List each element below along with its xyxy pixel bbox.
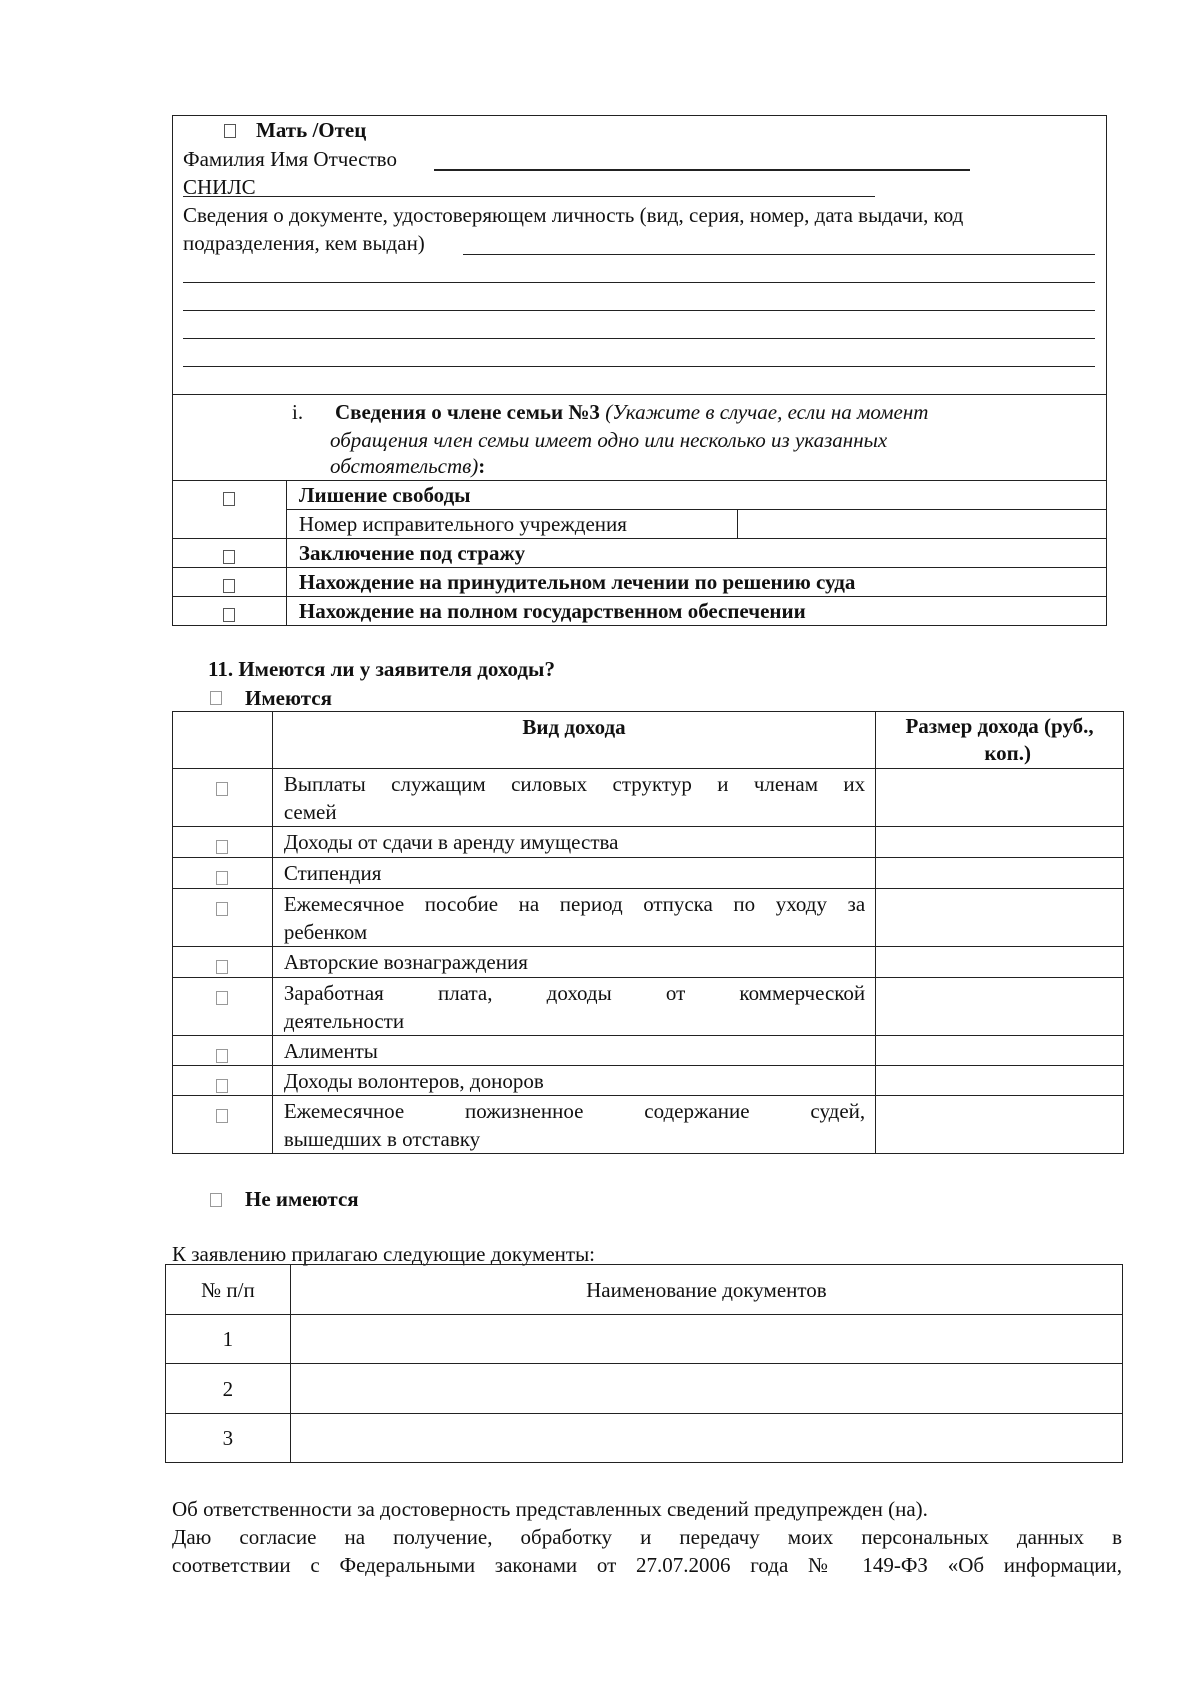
- income-amount-input[interactable]: [876, 947, 1124, 978]
- income-checkbox[interactable]: [216, 1109, 228, 1123]
- parent-heading: Мать /Отец: [256, 118, 367, 142]
- family-member-3-heading-line: [335, 398, 928, 426]
- id-document-input-line-1[interactable]: [463, 254, 1095, 255]
- income-checkbox-cell: [173, 769, 273, 827]
- income-checkbox[interactable]: [216, 902, 228, 916]
- attachment-row: [166, 1364, 1123, 1414]
- income-amount-input[interactable]: [876, 858, 1124, 889]
- compulsory-treatment-checkbox[interactable]: [223, 579, 235, 593]
- responsibility-statement: Об ответственности за достоверность представленных сведений предупрежден (на).: [172, 1497, 928, 1521]
- id-document-input-line-2[interactable]: [183, 282, 1095, 283]
- income-amount-input[interactable]: [876, 1096, 1124, 1154]
- income-col-amount: [876, 712, 1124, 769]
- income-checkbox[interactable]: [216, 840, 228, 854]
- income-checkbox[interactable]: [216, 1079, 228, 1093]
- institution-number-label: Номер исправительного учреждения: [298, 512, 627, 536]
- attachment-num-text: 3: [222, 1426, 234, 1450]
- attachment-num: [166, 1315, 291, 1364]
- income-type-line1: Ежемесячное пособие на период отпуска по уходу за: [283, 892, 866, 916]
- income-header-row: [173, 712, 1124, 769]
- attachment-row: [166, 1315, 1123, 1364]
- snils-underline-start: [183, 196, 265, 197]
- income-checkbox-cell: [173, 1066, 273, 1096]
- id-document-input-line-5[interactable]: [183, 366, 1095, 367]
- circumstance-row: [173, 539, 1107, 568]
- income-type-line1: Доходы волонтеров, доноров: [283, 1069, 544, 1093]
- income-question: [208, 655, 555, 683]
- attachments-intro: К заявлению прилагаю следующие документы:: [172, 1242, 596, 1266]
- income-checkbox[interactable]: [216, 782, 228, 796]
- institution-number-input[interactable]: [738, 510, 1107, 539]
- circumstance-row: [173, 510, 1107, 539]
- income-checkbox-cell: [173, 978, 273, 1036]
- income-type-cell: [272, 827, 875, 858]
- income-type-line1: Доходы от сдачи в аренду имущества: [283, 830, 619, 854]
- income-type-cell: [272, 858, 875, 889]
- income-type-cell: [272, 769, 875, 827]
- income-checkbox-cell: [173, 858, 273, 889]
- circumstance-cell: [286, 597, 1106, 626]
- circumstance-row: [173, 597, 1107, 626]
- income-col-type: [272, 712, 875, 769]
- income-type-cell: [272, 978, 875, 1036]
- income-row: [173, 1066, 1124, 1096]
- income-table: [172, 711, 1124, 1154]
- income-yes-label: Имеются: [245, 686, 332, 710]
- snils-input-line[interactable]: [265, 196, 875, 197]
- income-type-line1: Стипендия: [283, 861, 382, 885]
- consent-line1: Даю согласие на получение, обработку и передачу моих персональных данных в: [172, 1525, 1122, 1549]
- family-member-3-heading: Сведения о члене семьи №3: [335, 400, 600, 424]
- income-type-cell: [272, 1036, 875, 1066]
- income-checkbox[interactable]: [216, 1049, 228, 1063]
- circumstance-checkbox-cell: [173, 597, 287, 626]
- state-support-checkbox[interactable]: [223, 608, 235, 622]
- income-checkbox-cell: [173, 889, 273, 947]
- income-checkbox[interactable]: [216, 991, 228, 1005]
- income-row: [173, 978, 1124, 1036]
- attachments-col-name-text: Наименование документов: [586, 1277, 827, 1302]
- id-document-label-line1: Сведения о документе, удостоверяющем личность (вид, серия, номер, дата выдачи, код: [183, 203, 964, 227]
- income-type-line2: вышедших в отставку: [283, 1127, 481, 1151]
- income-row: [173, 889, 1124, 947]
- attachments-col-num: [166, 1265, 291, 1315]
- id-document-input-line-4[interactable]: [183, 338, 1095, 339]
- income-col-amount-line1: Размер дохода (руб.,: [905, 714, 1094, 738]
- circumstance-row: [173, 481, 1107, 510]
- income-amount-input[interactable]: [876, 1036, 1124, 1066]
- family-member-3-colon: :: [478, 454, 486, 478]
- attachment-num: [166, 1414, 291, 1463]
- income-checkbox-cell: [173, 1036, 273, 1066]
- family-member-3-note-line2: обращения член семьи имеет одно или несколько из указанных: [330, 428, 888, 452]
- circumstance-checkbox-cell: [173, 568, 287, 597]
- fio-input-line[interactable]: [434, 169, 970, 171]
- attachment-num-text: 2: [222, 1376, 234, 1401]
- attachment-name-input[interactable]: [290, 1364, 1122, 1414]
- deprivation-of-liberty-checkbox[interactable]: [223, 492, 235, 506]
- deprivation-of-liberty-label: Лишение свободы: [298, 483, 471, 507]
- custody-label: Заключение под стражу: [298, 541, 526, 565]
- income-type-line2: деятельности: [283, 1009, 405, 1033]
- circumstances-table: [172, 480, 1107, 626]
- income-col-type-text: Вид дохода: [522, 715, 626, 739]
- attachment-num-text: 1: [222, 1327, 234, 1351]
- income-type-line1: Заработная плата, доходы от коммерческой: [283, 981, 866, 1005]
- attachments-table: [165, 1264, 1123, 1463]
- family-member-3-note-line3-wrap: [330, 452, 485, 480]
- income-amount-input[interactable]: [876, 769, 1124, 827]
- income-type-line1: Ежемесячное пожизненное содержание судей,: [283, 1099, 866, 1123]
- income-type-cell: [272, 947, 875, 978]
- circumstance-cell: [286, 481, 1106, 510]
- income-no-label: Не имеются: [245, 1187, 359, 1211]
- income-row: [173, 1036, 1124, 1066]
- circumstance-checkbox-cell: [173, 539, 287, 568]
- income-amount-input[interactable]: [876, 889, 1124, 947]
- income-checkbox-cell: [173, 947, 273, 978]
- attachment-name-input[interactable]: [290, 1315, 1122, 1364]
- income-type-line1: Алименты: [283, 1039, 378, 1063]
- income-checkbox[interactable]: [216, 960, 228, 974]
- income-question-text: 11. Имеются ли у заявителя доходы?: [208, 657, 555, 681]
- family-member-3-note-line1: (Укажите в случае, если на момент: [605, 400, 929, 424]
- id-document-input-line-3[interactable]: [183, 310, 1095, 311]
- family-member-3-number: i.: [292, 400, 304, 424]
- snils-label: СНИЛС: [183, 175, 256, 199]
- income-row: [173, 769, 1124, 827]
- income-type-cell: [272, 1066, 875, 1096]
- circumstance-cell: [286, 539, 1106, 568]
- compulsory-treatment-label: Нахождение на принудительном лечении по решению суда: [298, 570, 856, 594]
- family-member-3-note-line3: обстоятельств): [330, 454, 479, 478]
- attachments-col-name: [290, 1265, 1122, 1315]
- income-type-line1: Выплаты служащим силовых структур и членам их: [283, 772, 866, 796]
- fio-label: Фамилия Имя Отчество: [183, 147, 397, 171]
- income-row: [173, 1096, 1124, 1154]
- income-amount-input[interactable]: [876, 827, 1124, 858]
- income-col-amount-line2: коп.): [984, 741, 1031, 765]
- income-type-line2: ребенком: [283, 920, 368, 944]
- attachments-col-num-text: № п/п: [201, 1277, 255, 1302]
- income-type-line1: Авторские вознаграждения: [283, 950, 528, 974]
- circumstance-checkbox-cell: [173, 481, 287, 510]
- circumstance-cell: [286, 568, 1106, 597]
- income-header-empty: [173, 712, 273, 769]
- circumstance-cell: [286, 510, 738, 539]
- income-checkbox-cell: [173, 827, 273, 858]
- income-checkbox[interactable]: [216, 871, 228, 885]
- id-document-label-line2: подразделения, кем выдан): [183, 231, 425, 255]
- income-yes-checkbox[interactable]: [210, 691, 222, 705]
- parent-checkbox[interactable]: [224, 124, 236, 138]
- income-row: [173, 947, 1124, 978]
- income-no-checkbox[interactable]: [210, 1193, 222, 1207]
- income-type-cell: [272, 1096, 875, 1154]
- attachments-header-row: [166, 1265, 1123, 1315]
- income-type-line2: семей: [283, 800, 337, 824]
- income-checkbox-cell: [173, 1096, 273, 1154]
- attachment-num: [166, 1364, 291, 1414]
- consent-line2: соответствии с Федеральными законами от 27.07.2006 года № 149-ФЗ «Об информации,: [172, 1553, 1122, 1577]
- income-row: [173, 827, 1124, 858]
- circumstance-empty-cell: [173, 510, 287, 539]
- custody-checkbox[interactable]: [223, 550, 235, 564]
- income-amount-input[interactable]: [876, 978, 1124, 1036]
- attachment-row: [166, 1414, 1123, 1463]
- state-support-label: Нахождение на полном государственном обеспечении: [298, 599, 806, 623]
- circumstance-row: [173, 568, 1107, 597]
- attachment-name-input[interactable]: [290, 1414, 1122, 1463]
- income-row: [173, 858, 1124, 889]
- income-type-cell: [272, 889, 875, 947]
- income-amount-input[interactable]: [876, 1066, 1124, 1096]
